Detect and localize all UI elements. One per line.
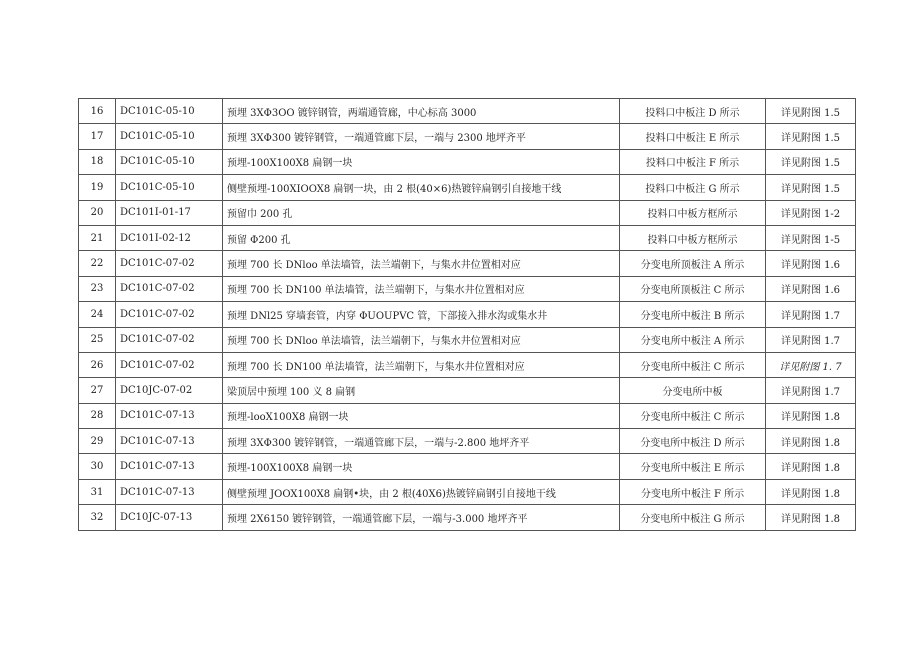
embedded-parts-table [78,98,856,531]
table-row [79,99,856,124]
description-cell: 预埋 700 长 DN100 单法墙管，法兰端朝下，与集水井位置相对应 [223,352,620,377]
location-cell: 分变电所顶板注 A 所示 [620,251,766,276]
description-cell: 预留 Φ200 孔 [223,225,620,250]
location-cell: 分变电所中板注 E 所示 [620,454,766,479]
location-cell: 投料口中板注 D 所示 [620,99,766,124]
location-cell: 投料口中板方框所示 [620,225,766,250]
row-number-cell: 16 [79,99,116,124]
reference-cell: 详见附图 1-5 [766,225,856,250]
drawing-code-cell: DC10JC-07-13 [116,505,223,530]
description-cell: 梁顶居中预埋 100 义 8 扁钢 [223,378,620,403]
table-row [79,251,856,276]
reference-cell: 详见附图 1.5 [766,99,856,124]
reference-cell: 详见附图 1.8 [766,403,856,428]
location-cell: 分变电所中板注 C 所示 [620,403,766,428]
location-cell: 分变电所中板 [620,378,766,403]
reference-cell: 详见附图 1.6 [766,276,856,301]
table-row [79,276,856,301]
description-cell: 侧壁预埋-100XIOOX8 扁钢一块，由 2 根(40×6)热镀锌扁钢引自接地干线 [223,175,620,200]
reference-cell: 详见附图 1.5 [766,175,856,200]
table-row [79,403,856,428]
row-number-cell: 25 [79,327,116,352]
table-row [79,225,856,250]
description-cell: 预埋 3XΦ300 镀锌钢管，一端通管廊下层，一端与-2.800 地坪齐平 [223,429,620,454]
location-cell: 分变电所顶板注 C 所示 [620,276,766,301]
description-cell: 预埋 700 长 DN100 单法墙管，法兰端朝下，与集水井位置相对应 [223,276,620,301]
row-number-cell: 22 [79,251,116,276]
drawing-code-cell: DC101C-07-02 [116,352,223,377]
reference-cell: 详见附图 1.8 [766,454,856,479]
table-row [79,352,856,377]
location-cell: 投料口中板注 F 所示 [620,149,766,174]
row-number-cell: 18 [79,149,116,174]
description-cell: 预埋-100X100X8 扁钢一块 [223,149,620,174]
drawing-code-cell: DC101C-05-10 [116,175,223,200]
drawing-code-cell: DC101C-07-13 [116,479,223,504]
description-cell: 侧壁预埋 JOOX100X8 扁钢•块，由 2 根(40X6)热镀锌扁钢引自接地干线 [223,479,620,504]
table-row [79,175,856,200]
table-row [79,124,856,149]
description-cell: 预埋 700 长 DNloo 单法墙管，法兰端朝下，与集水井位置相对应 [223,327,620,352]
table-row [79,505,856,530]
location-cell: 分变电所中板注 C 所示 [620,352,766,377]
drawing-code-cell: DC101C-07-13 [116,454,223,479]
drawing-code-cell: DC10JC-07-02 [116,378,223,403]
table-row [79,378,856,403]
table-row [79,327,856,352]
row-number-cell: 21 [79,225,116,250]
reference-cell: 详见附图 1.8 [766,505,856,530]
drawing-code-cell: DC101C-07-02 [116,251,223,276]
description-cell: 预埋 3XΦ3OO 镀锌钢管，两端通管廊，中心标高 3000 [223,99,620,124]
drawing-code-cell: DC101I-01-17 [116,200,223,225]
location-cell: 分变电所中板注 F 所示 [620,479,766,504]
reference-cell: 详见附图 1.8 [766,429,856,454]
row-number-cell: 32 [79,505,116,530]
reference-cell: 详见附图 1.7 [766,302,856,327]
drawing-code-cell: DC101C-07-13 [116,429,223,454]
row-number-cell: 20 [79,200,116,225]
reference-cell: 详见附图 1-2 [766,200,856,225]
drawing-code-cell: DC101I-02-12 [116,225,223,250]
description-cell: 预埋 700 长 DNloo 单法墙管，法兰端朝下，与集水井位置相对应 [223,251,620,276]
drawing-code-cell: DC101C-07-02 [116,276,223,301]
table-row [79,454,856,479]
drawing-code-cell: DC101C-07-02 [116,327,223,352]
row-number-cell: 28 [79,403,116,428]
reference-cell: 详见附图 1.8 [766,479,856,504]
reference-cell: 详见附图 1.5 [766,149,856,174]
description-cell: 预埋 DNl25 穿墙套管，内穿 ΦUOUPVC 管，下部接入排水沟或集水井 [223,302,620,327]
description-cell: 预埋-looX100X8 扁钢一块 [223,403,620,428]
table-row [79,479,856,504]
reference-cell: 详见附图 1.5 [766,124,856,149]
row-number-cell: 23 [79,276,116,301]
row-number-cell: 30 [79,454,116,479]
table-body [79,99,856,531]
row-number-cell: 27 [79,378,116,403]
drawing-code-cell: DC101C-05-10 [116,149,223,174]
reference-cell: 详见附图 1.6 [766,251,856,276]
reference-cell: 详见附图 1. 7 [766,352,856,377]
row-number-cell: 29 [79,429,116,454]
row-number-cell: 17 [79,124,116,149]
row-number-cell: 26 [79,352,116,377]
table-row [79,302,856,327]
table-row [79,200,856,225]
location-cell: 分变电所中板注 A 所示 [620,327,766,352]
drawing-code-cell: DC101C-05-10 [116,99,223,124]
table-row [79,429,856,454]
location-cell: 分变电所中板注 D 所示 [620,429,766,454]
row-number-cell: 24 [79,302,116,327]
drawing-code-cell: DC101C-05-10 [116,124,223,149]
description-cell: 预埋 2X6150 镀锌钢管，一端通管廊下层，一端与-3.000 地坪齐平 [223,505,620,530]
reference-cell: 详见附图 1.7 [766,378,856,403]
location-cell: 投料口中板注 G 所示 [620,175,766,200]
location-cell: 分变电所中板注 G 所示 [620,505,766,530]
location-cell: 投料口中板方框所示 [620,200,766,225]
reference-cell: 详见附图 1.7 [766,327,856,352]
location-cell: 分变电所中板注 B 所示 [620,302,766,327]
row-number-cell: 31 [79,479,116,504]
location-cell: 投料口中板注 E 所示 [620,124,766,149]
description-cell: 预留巾 200 孔 [223,200,620,225]
row-number-cell: 19 [79,175,116,200]
drawing-code-cell: DC101C-07-13 [116,403,223,428]
description-cell: 预埋 3XΦ300 镀锌钢管，一端通管廊下层，一端与 2300 地坪齐平 [223,124,620,149]
description-cell: 预埋-100X100X8 扁钢一块 [223,454,620,479]
table-row [79,149,856,174]
drawing-code-cell: DC101C-07-02 [116,302,223,327]
